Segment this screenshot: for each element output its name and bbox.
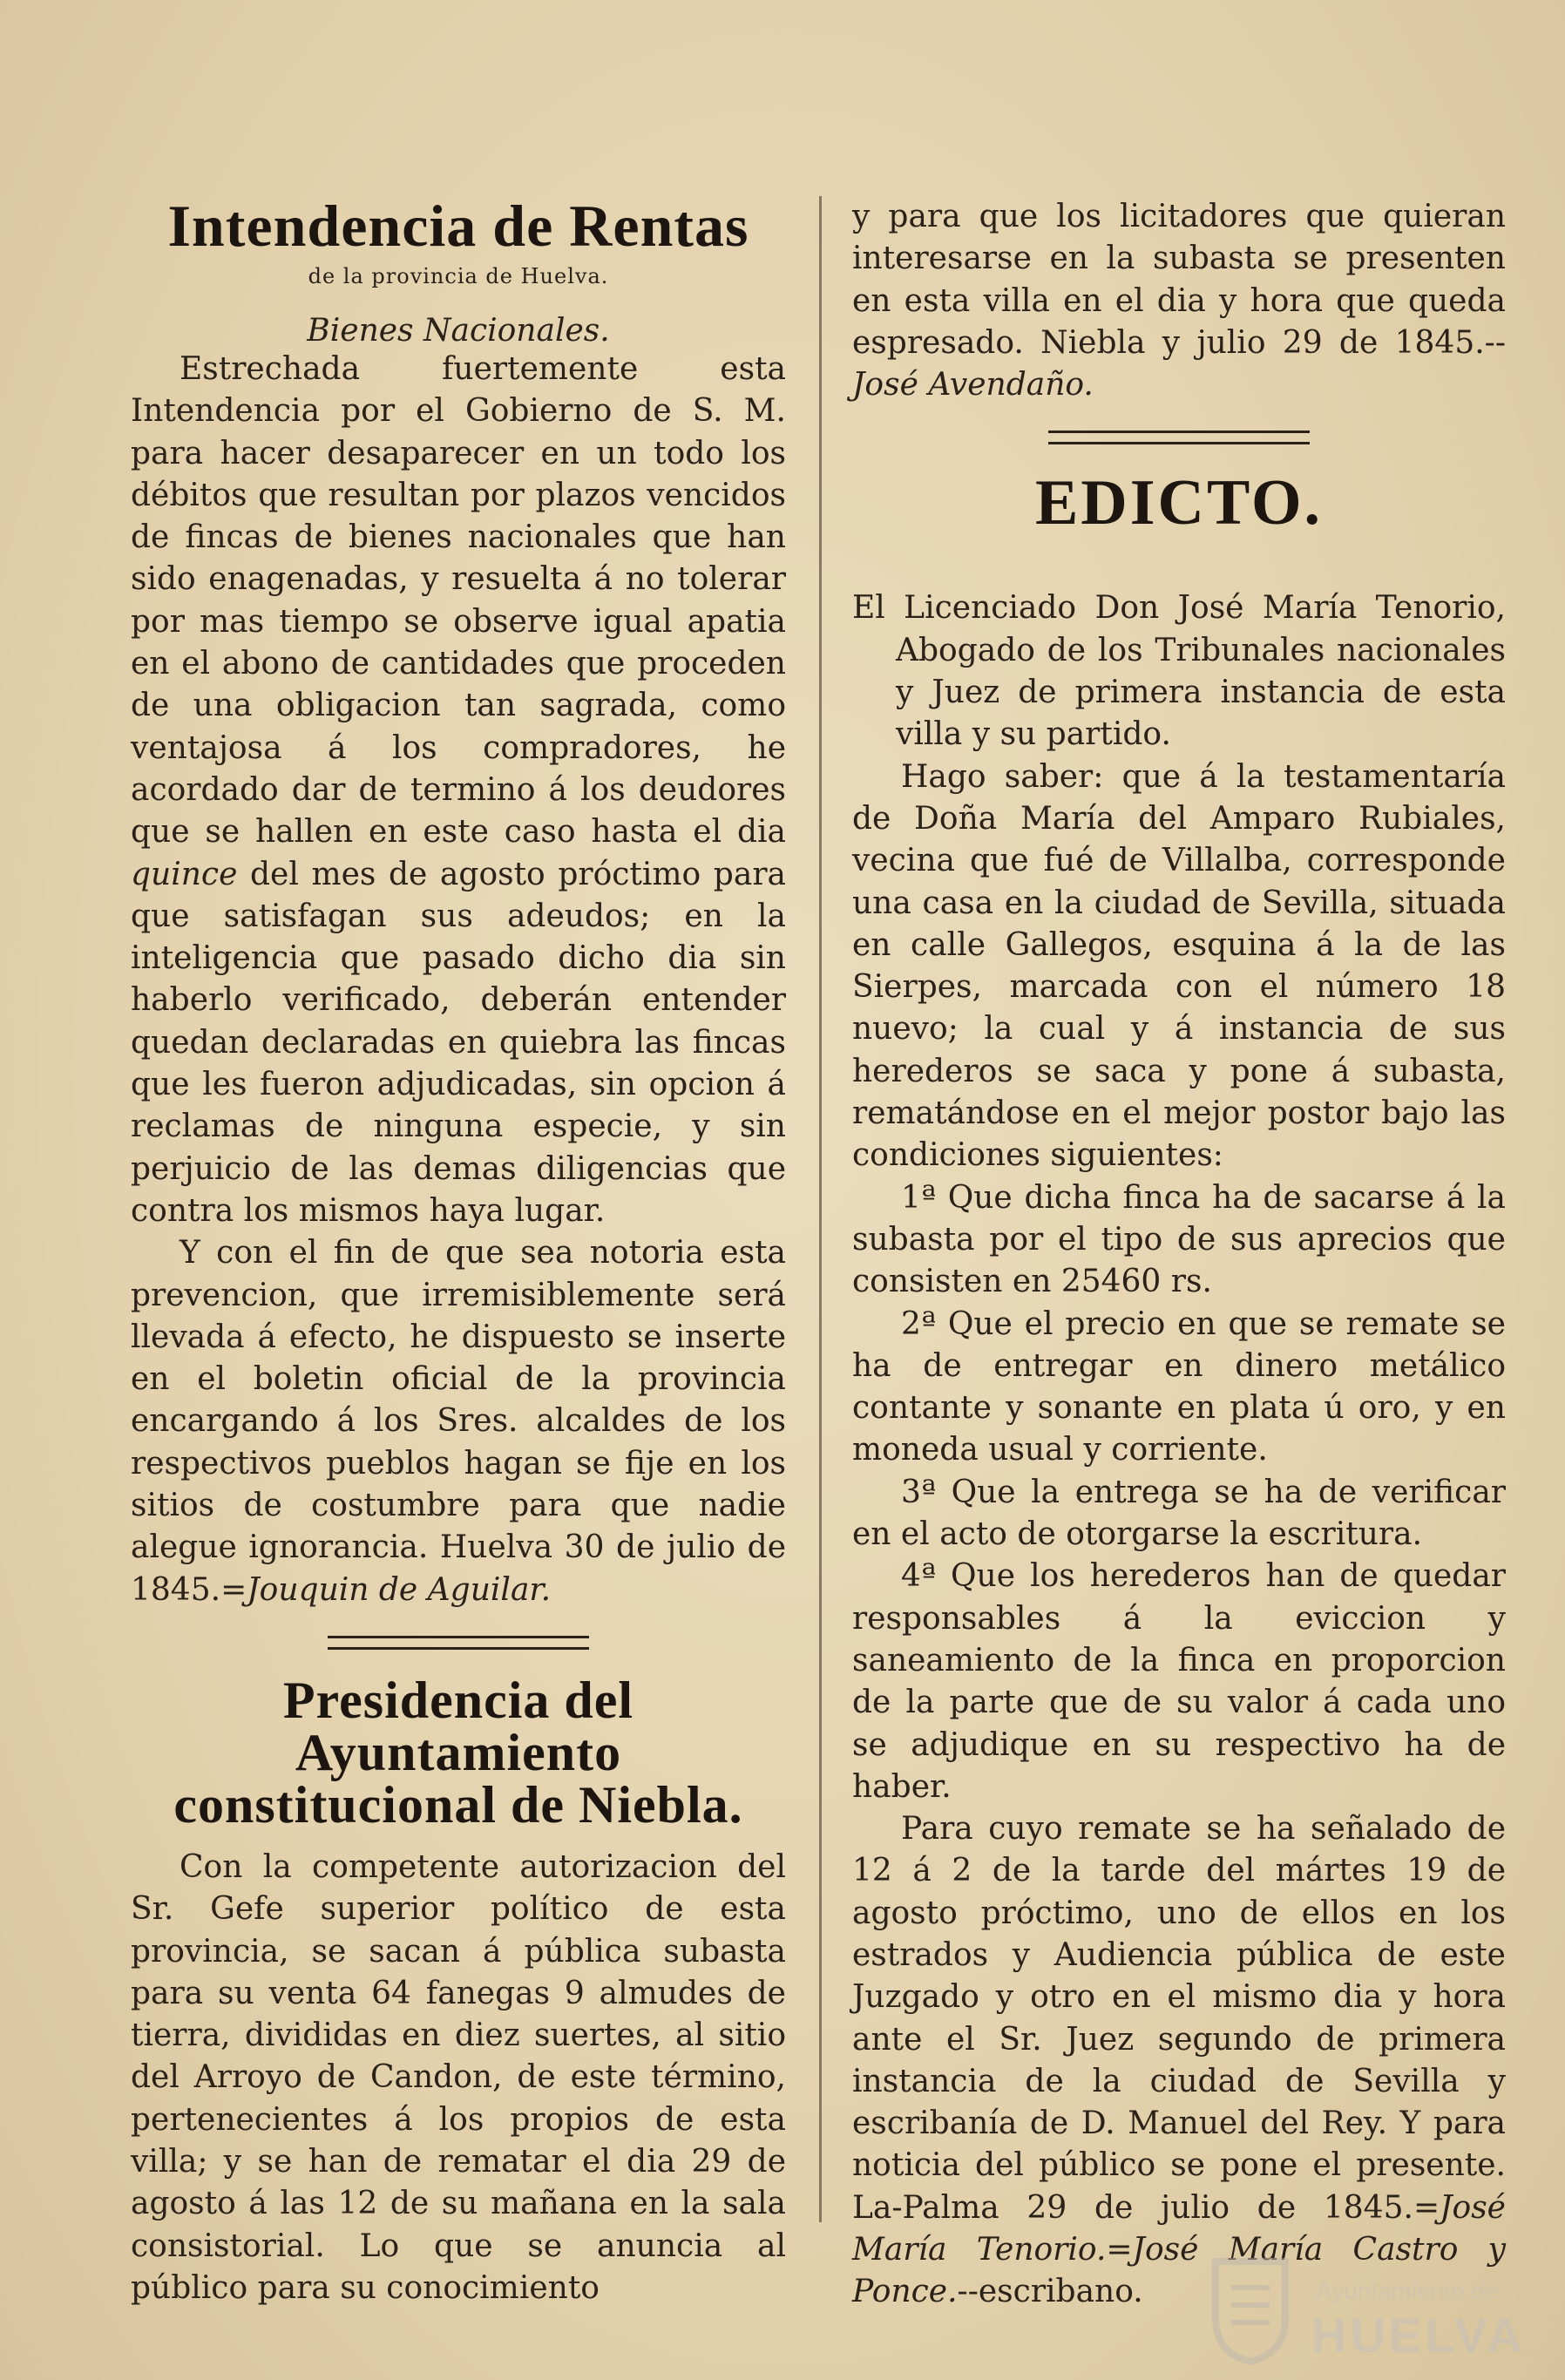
notice-paragraph-1 bbox=[131, 349, 786, 1232]
notice-paragraph-3: Con la competente autorizacion del Sr. Gefe superior político de esta provincia, se sacan á pública subasta para su venta 64 fanegas 9 almudes de tierra, divididas en diez suertes, al sitio del Arroyo de Candon, de este término, pertenecientes á los propios de esta villa; y se han de rematar el dia 29 de agosto á las 12 de su mañana en la sala consistorial. Lo que se anuncia al público para su conocimiento bbox=[131, 1848, 786, 2306]
condition-4: 4ª Que los herederos han de quedar responsables á la eviccion y saneamiento de la finca en proporcion de la parte que de su valor á cada uno se adjudique en su respectivo ha de haber. bbox=[852, 1558, 1506, 1805]
watermark-line-1: Ayuntamiento de bbox=[1316, 2277, 1499, 2304]
paragraph-text: --escribano. bbox=[957, 2274, 1143, 2310]
double-rule bbox=[328, 1636, 589, 1650]
paragraph-text: del mes de agosto próctimo para que satisfagan sus adeudos; en la inteligencia que pasado dicho dia sin haberlo verificado, deberán entender quedan declaradas en quiebra las fincas que les fueron adjudicadas, sin opcion á reclamas de ninguna especie, y sin perjuicio de las demas diligencias que contra los mismos haya lugar. bbox=[131, 856, 786, 1229]
notice-title-presidencia: Presidencia del Ayuntamiento constitucional de Niebla. bbox=[173, 1671, 743, 1834]
separator bbox=[131, 1636, 786, 1650]
paragraph-text: Para cuyo remate se ha señalado de 12 á 2 de la tarde del mártes 19 de agosto próctimo, uno de ellos en los estrados y Audiencia pública de este Juzgado y otro en el mismo dia y hora ante el Sr. Juez segundo de primera instancia de la ciudad de Sevilla y escribanía de D. Manuel del Rey. Y para noticia del público se pone el presente. La-Palma 29 de julio de 1845. bbox=[852, 1811, 1506, 2226]
archive-watermark bbox=[1207, 2253, 1526, 2370]
watermark-line-2: HUELVA bbox=[1311, 2308, 1526, 2363]
paragraph-text: y para que los licitadores que quieran interesarse en la subasta se presenten en esta villa en el dia y hora que queda espresado. Niebla y julio 29 de 1845.-- bbox=[852, 199, 1506, 361]
double-rule bbox=[1048, 431, 1310, 444]
paragraph-text: Estrechada fuertemente esta Intendencia por el Gobierno de S. M. para hacer desaparecer en un todo los débitos que resultan por plazos vencidos de fincas de bienes nacionales que han sido enagenadas, y resuelta á no tolerar por mas tiempo se observe igual apatia en el abono de cantidades que proceden de una obligacion tan sagrada, como ventajosa á los compradores, he acordado dar de termino á los deudores que se hallen en este caso hasta el dia bbox=[131, 351, 786, 851]
left-column bbox=[131, 193, 786, 2309]
condition-2: 2ª Que el precio en que se remate se ha de entregar en dinero metálico contante y sonante en plata ú oro, y en moneda usual y corriente. bbox=[852, 1305, 1506, 1468]
notice-subtitle: de la provincia de Huelva. bbox=[308, 264, 609, 288]
emphasis-text: quince bbox=[131, 856, 238, 892]
paragraph-text: Y con el fin de que sea notoria esta prevencion, que irremisiblemente será llevada á efecto, he dispuesto se inserte en el boletin oficial de la provincia encargando á los Sres. alcaldes de los respectivos pueblos hagan se fije en los sitios de costumbre para que nadie alegue ignorancia. Huelva 30 de julio de 1845. bbox=[131, 1235, 786, 1608]
right-column bbox=[852, 196, 1506, 2314]
signature-text: =Jouquin de Aguilar. bbox=[220, 1571, 552, 1608]
separator bbox=[852, 431, 1506, 444]
notice-paragraph-2 bbox=[131, 1232, 786, 1611]
notice-title-intendencia: Intendencia de Rentas bbox=[167, 193, 749, 259]
edicto-paragraph-1: Hago saber: que á la testamentaría de Doña María del Amparo Rubiales, vecina que fué de Villalba, corresponde una casa en la ciudad de Sevilla, situada en calle Gallegos, esquina á la de las Sierpes, marcada con el número 18 nuevo; la cual y á instancia de sus herederos se saca y pone á subasta, rematándose en el mejor postor bajo las condiciones siguientes: bbox=[852, 758, 1506, 1174]
shield-icon bbox=[1207, 2253, 1294, 2366]
condition-3: 3ª Que la entrega se ha de verificar en el acto de otorgarse la escritura. bbox=[852, 1474, 1506, 1553]
section-heading: Bienes Nacionales. bbox=[307, 313, 610, 349]
condition-1: 1ª Que dicha finca ha de sacarse á la subasta por el tipo de sus aprecios que consisten en 25460 rs. bbox=[852, 1179, 1506, 1300]
edicto-title: EDICTO. bbox=[1034, 467, 1324, 539]
signature-text: José Avendaño. bbox=[852, 367, 1094, 403]
edicto-paragraph-2 bbox=[852, 1808, 1506, 2314]
signature-text: =José María Tenorio.=José María Castro y Ponce. bbox=[852, 2189, 1506, 2310]
column-divider bbox=[819, 196, 822, 2222]
continued-paragraph bbox=[852, 196, 1506, 406]
edicto-intro: El Licenciado Don José María Tenorio, Abogado de los Tribunales nacionales y Juez de primera instancia de esta villa y su partido. bbox=[852, 590, 1506, 753]
